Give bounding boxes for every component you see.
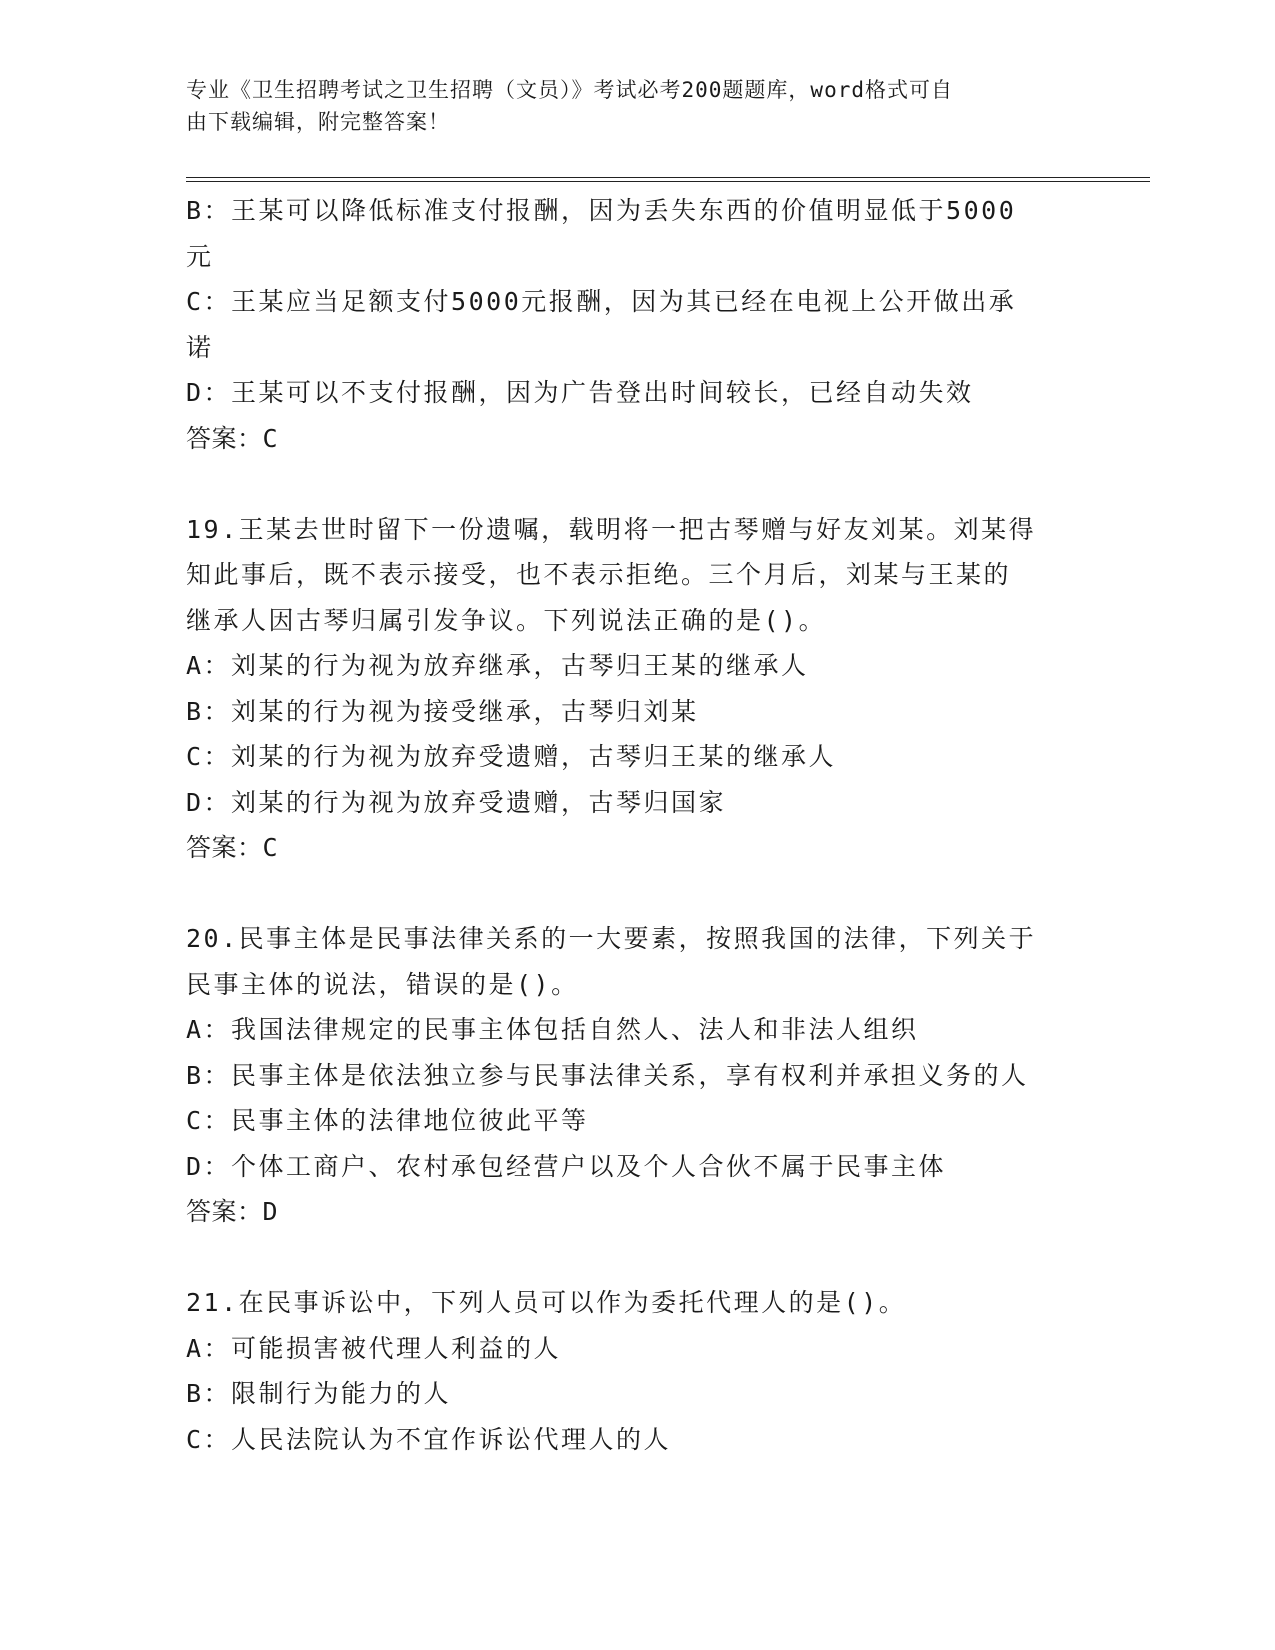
option-b: B：民事主体是依法独立参与民事法律关系，享有权利并承担义务的人 [186, 1060, 1029, 1090]
option-c: C：人民法院认为不宜作诉讼代理人的人 [186, 1424, 672, 1454]
question-stem-line-1: 19.王某去世时留下一份遗嘱，载明将一把古琴赠与好友刘某。刘某得 [186, 514, 1037, 544]
spacer [186, 871, 1086, 917]
option-b-line-1: B：王某可以降低标准支付报酬，因为丢失东西的价值明显低于5000 [186, 196, 1017, 225]
question-stem-line-3: 继承人因古琴归属引发争议。下列说法正确的是()。 [186, 605, 827, 635]
header-divider [186, 177, 1150, 182]
option-a: A：刘某的行为视为放弃继承，古琴归王某的继承人 [186, 651, 809, 680]
option-d: D：个体工商户、农村承包经营户以及个人合伙不属于民事主体 [186, 1151, 947, 1181]
question-stem-line-2: 知此事后，既不表示接受，也不表示拒绝。三个月后，刘某与王某的 [186, 560, 1012, 589]
answer: 答案：C [186, 423, 279, 453]
answer: 答案：C [186, 833, 279, 862]
question-19 [186, 507, 1086, 871]
option-c-line-1: C：王某应当足额支付5000元报酬，因为其已经在电视上公开做出承 [186, 287, 1017, 316]
question-21 [186, 1280, 1086, 1462]
option-d: D：刘某的行为视为放弃受遗赠，古琴归国家 [186, 787, 727, 817]
option-a: A：可能损害被代理人利益的人 [186, 1333, 562, 1363]
header-title-line-1: 专业《卫生招聘考试之卫生招聘（文员）》考试必考200题题库，word格式可自 [186, 78, 953, 102]
option-a: A：我国法律规定的民事主体包括自然人、法人和非法人组织 [186, 1015, 919, 1044]
header-title-line-2: 由下载编辑，附完整答案！ [186, 110, 450, 134]
option-d: D：王某可以不支付报酬，因为广告登出时间较长，已经自动失效 [186, 378, 974, 407]
question-stem-line-1: 20.民事主体是民事法律关系的一大要素，按照我国的法律，下列关于 [186, 924, 1037, 953]
document-header [186, 74, 1086, 138]
spacer [186, 461, 1086, 507]
question-stem-line-1: 21.在民事诉讼中，下列人员可以作为委托代理人的是()。 [186, 1288, 907, 1317]
question-content [186, 188, 1086, 1462]
option-c: C：民事主体的法律地位彼此平等 [186, 1106, 589, 1135]
question-20 [186, 916, 1086, 1235]
option-b: B：刘某的行为视为接受继承，古琴归刘某 [186, 696, 699, 726]
question-18-continued [186, 188, 1086, 461]
option-b-line-2: 元 [186, 241, 214, 271]
option-c: C：刘某的行为视为放弃受遗赠，古琴归王某的继承人 [186, 742, 837, 771]
spacer [186, 1235, 1086, 1281]
question-stem-line-2: 民事主体的说法，错误的是()。 [186, 969, 579, 999]
answer: 答案：D [186, 1197, 279, 1226]
option-b: B：限制行为能力的人 [186, 1379, 452, 1408]
option-c-line-2: 诺 [186, 332, 214, 362]
